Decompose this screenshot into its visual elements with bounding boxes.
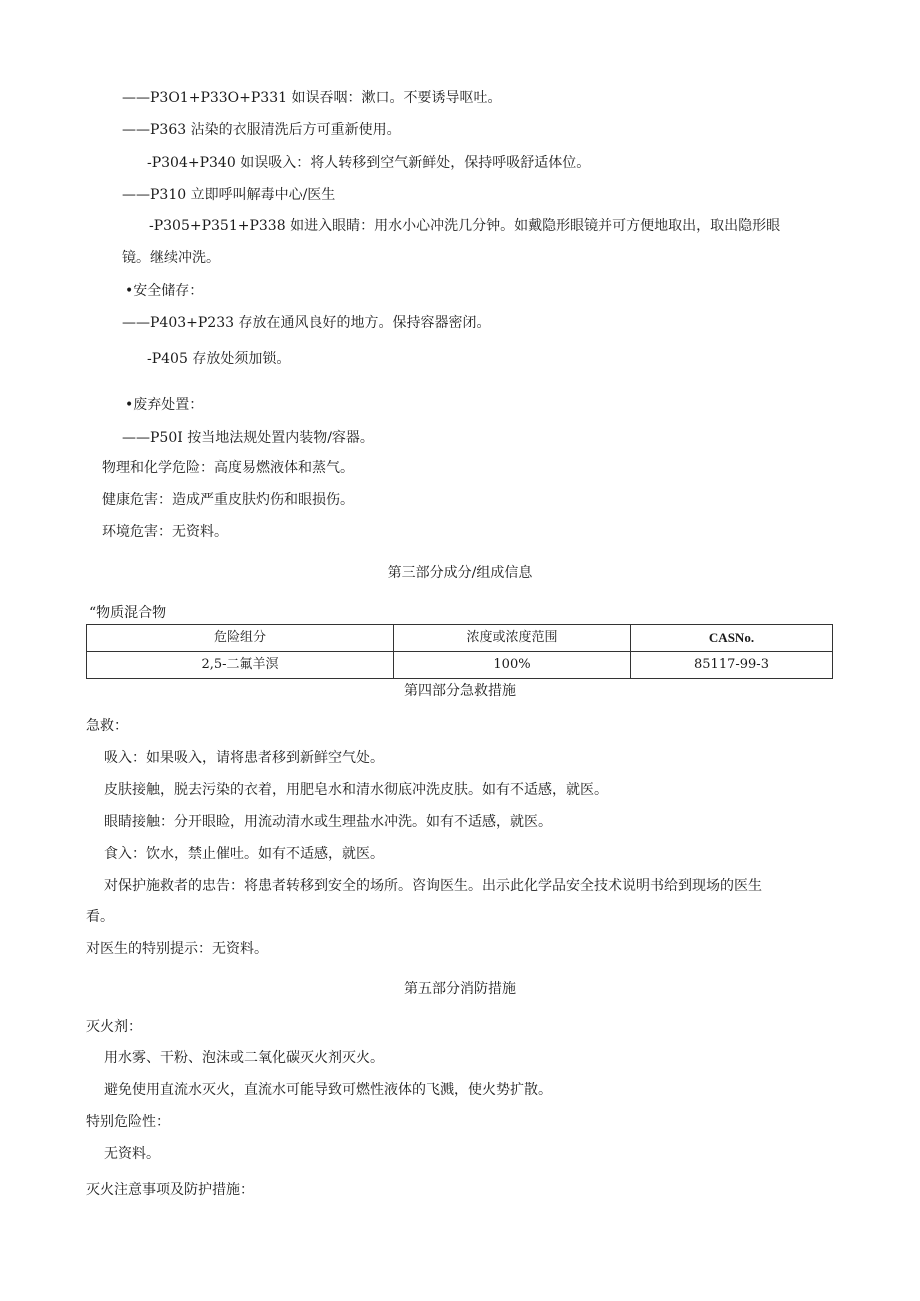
special-hazard-line: 无资料。: [104, 1146, 160, 1162]
p305-line: -P305+P351+P338 如进入眼睛：用水小心冲洗几分钟。如戴隐形眼镜并可方便地取出，取出隐形眼: [149, 218, 781, 234]
composition-table: [86, 624, 833, 679]
rescuer-advice-line: 对保护施救者的忠告：将患者转移到安全的场所。咨询医生。出示此化学品安全技术说明书给到现场的医生: [104, 878, 762, 894]
mixture-label: “物质混合物: [89, 605, 167, 621]
rescuer-advice-line-cont: 看。: [86, 909, 114, 925]
section3-title: 第三部分成分/组成信息: [387, 565, 533, 581]
p501-line: ——P50I 按当地法规处置内装物/容器。: [122, 430, 374, 446]
inhalation-line: 吸入：如果吸入，请将患者移到新鲜空气处。: [104, 750, 384, 766]
health-hazard: 健康危害：造成严重皮肤灼伤和眼损伤。: [102, 492, 354, 508]
p301-line: ——P3O1+P33O+P331 如误吞咽：漱口。不要诱导呕吐。: [122, 90, 502, 106]
table-header-row: [87, 625, 833, 652]
p363-line: ——P363 沾染的衣服清洗后方可重新使用。: [122, 122, 401, 138]
env-hazard: 环境危害：无资料。: [102, 524, 228, 540]
cell-concentration: 100%: [394, 652, 631, 679]
header-cas: CASNo.: [631, 625, 833, 652]
special-hazard-heading: 特别危险性：: [86, 1114, 170, 1130]
p405-line: -P405 存放处须加锁。: [147, 351, 291, 367]
header-concentration: 浓度或浓度范围: [394, 625, 631, 652]
cell-component: 2,5-二氟羊溟: [87, 652, 394, 679]
extinguishing-agent-line-1: 用水雾、干粉、泡沫或二氧化碳灭火剂灭火。: [104, 1050, 384, 1066]
firefighting-precautions-heading: 灭火注意事项及防护措施：: [86, 1182, 254, 1198]
ingestion-line: 食入：饮水，禁止催吐。如有不适感，就医。: [104, 846, 384, 862]
doctor-note-line: 对医生的特别提示：无资料。: [86, 941, 268, 957]
extinguishing-agent-heading: 灭火剂：: [86, 1019, 142, 1035]
section4-title: 第四部分急救措施: [404, 683, 516, 699]
first-aid-heading: 急救：: [86, 718, 128, 734]
storage-heading: •安全储存：: [125, 283, 204, 299]
header-component: 危险组分: [87, 625, 394, 652]
physchem-hazard: 物理和化学危险：高度易燃液体和蒸气。: [102, 460, 354, 476]
skin-contact-line: 皮肤接触，脱去污染的衣着，用肥皂水和清水彻底冲洗皮肤。如有不适感，就医。: [104, 782, 608, 798]
extinguishing-agent-line-2: 避免使用直流水灭火，直流水可能导致可燃性液体的飞溅，使火势扩散。: [104, 1082, 552, 1098]
eye-contact-line: 眼睛接触：分开眼睑，用流动清水或生理盐水冲洗。如有不适感，就医。: [104, 814, 552, 830]
p403-line: ——P403+P233 存放在通风良好的地方。保持容器密闭。: [122, 315, 491, 331]
disposal-heading: •废弃处置：: [125, 397, 204, 413]
table-row: [87, 652, 833, 679]
p310-line: ——P310 立即呼叫解毒中心/医生: [122, 187, 336, 203]
p305-line-cont: 镜。继续冲洗。: [122, 250, 220, 266]
section5-title: 第五部分消防措施: [404, 981, 516, 997]
cell-cas: 85117-99-3: [631, 652, 833, 679]
p304-line: -P304+P340 如误吸入：将人转移到空气新鲜处，保持呼吸舒适体位。: [147, 155, 591, 171]
